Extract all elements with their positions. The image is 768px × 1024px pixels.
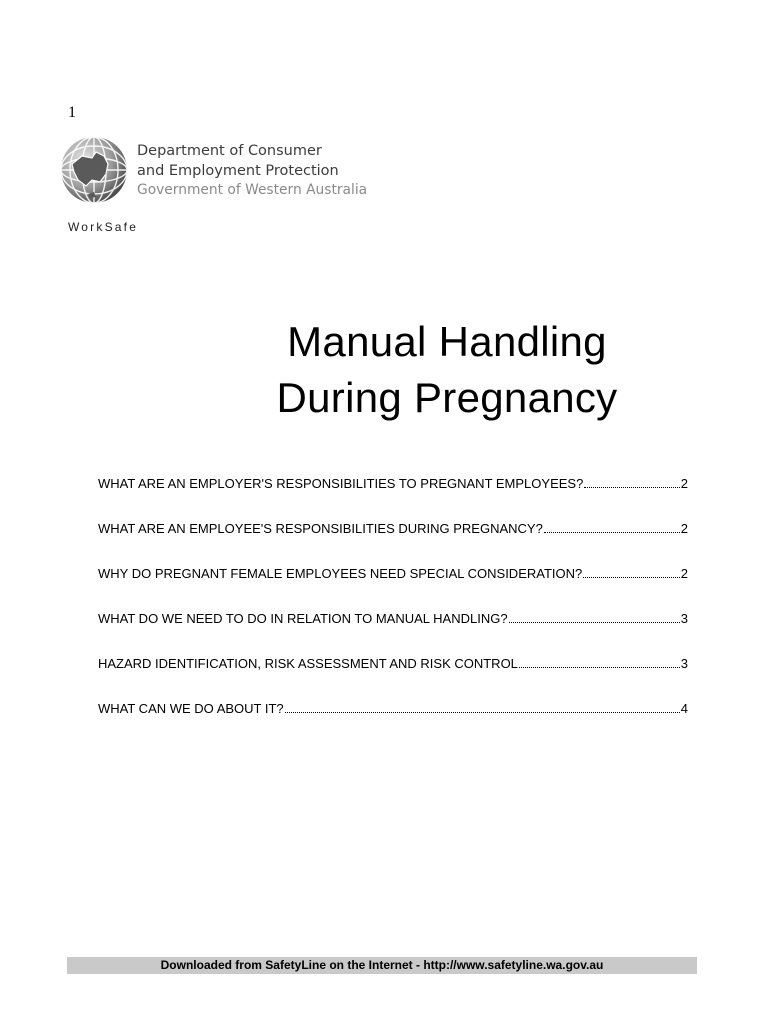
toc-entry-title: WHAT ARE AN EMPLOYER'S RESPONSIBILITIES TO PREGNANT EMPLOYEES? [98, 476, 584, 491]
logo-line-protection: and Employment Protection [137, 163, 339, 179]
document-title [200, 314, 694, 426]
toc-entry-title: WHY DO PREGNANT FEMALE EMPLOYEES NEED SPECIAL CONSIDERATION? [98, 566, 583, 581]
table-of-contents [98, 476, 688, 746]
page-number: 1 [68, 104, 76, 121]
toc-dot-leader [285, 702, 680, 713]
department-logo [58, 134, 378, 206]
toc-entry-page: 3 [680, 656, 688, 671]
toc-dot-leader [519, 657, 680, 668]
toc-entry-page: 3 [680, 611, 688, 626]
toc-entry[interactable] [98, 476, 688, 521]
toc-dot-leader [509, 612, 680, 623]
toc-entry-page: 2 [680, 566, 688, 581]
toc-dot-leader [584, 477, 679, 488]
title-line-2: During Pregnancy [276, 374, 618, 421]
toc-entry[interactable] [98, 701, 688, 746]
toc-entry-page: 2 [680, 476, 688, 491]
toc-entry-title: HAZARD IDENTIFICATION, RISK ASSESSMENT AND RISK CONTROL [98, 656, 518, 671]
toc-dot-leader [544, 522, 680, 533]
toc-entry-title: WHAT DO WE NEED TO DO IN RELATION TO MANUAL HANDLING? [98, 611, 508, 626]
toc-entry[interactable] [98, 611, 688, 656]
worksafe-label: WorkSafe [68, 220, 139, 234]
footer-source-note: Downloaded from SafetyLine on the Internet - http://www.safetyline.wa.gov.au [67, 957, 697, 974]
toc-entry-title: WHAT ARE AN EMPLOYEE'S RESPONSIBILITIES DURING PREGNANCY? [98, 521, 543, 536]
toc-entry[interactable] [98, 566, 688, 611]
toc-entry-title: WHAT CAN WE DO ABOUT IT? [98, 701, 284, 716]
toc-entry[interactable] [98, 521, 688, 566]
toc-dot-leader [583, 567, 680, 578]
logo-line-government: Government of Western Australia [137, 182, 368, 198]
globe-australia-icon [58, 134, 130, 206]
toc-entry-page: 4 [680, 701, 688, 716]
title-line-1: Manual Handling [287, 318, 607, 365]
toc-entry[interactable] [98, 656, 688, 701]
toc-entry-page: 2 [680, 521, 688, 536]
logo-line-department: Department of Consumer [137, 143, 322, 159]
